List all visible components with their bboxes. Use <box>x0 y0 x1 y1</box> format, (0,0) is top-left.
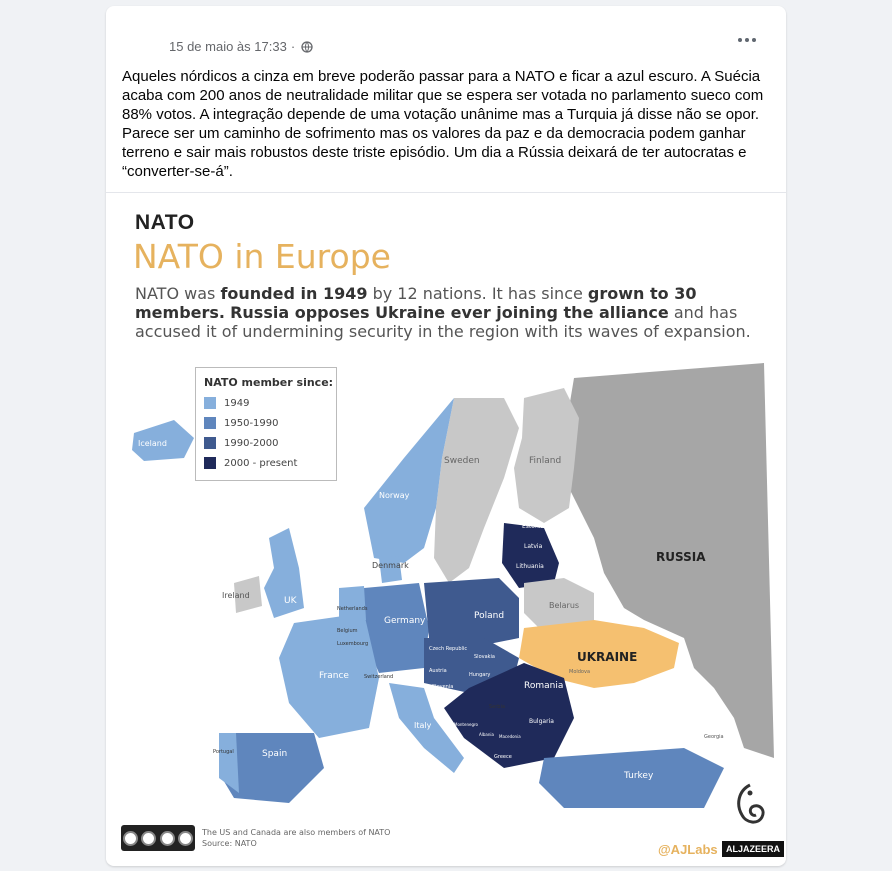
legend-item <box>204 437 336 449</box>
infographic-footnote <box>202 827 390 849</box>
meta-separator: · <box>290 39 296 54</box>
legend-item <box>204 397 336 409</box>
legend-label: 1950-1990 <box>224 417 279 429</box>
legend-swatch <box>204 437 216 449</box>
label-montenegro: Montenegro <box>454 722 479 727</box>
label-turkey: Turkey <box>624 771 654 781</box>
legend-label: 2000 - present <box>224 457 298 469</box>
label-ukraine: UKRAINE <box>577 650 638 664</box>
label-moldova: Moldova <box>569 669 591 675</box>
label-ireland: Ireland <box>222 591 250 600</box>
infographic-image[interactable] <box>106 192 786 863</box>
map-legend <box>195 367 337 481</box>
footnote-source: Source: NATO <box>202 839 257 848</box>
legend-item <box>204 417 336 429</box>
label-spain: Spain <box>262 749 288 759</box>
label-uk: UK <box>284 596 297 606</box>
facebook-post <box>106 6 786 866</box>
label-lithuania: Lithuania <box>516 563 544 570</box>
label-albania: Albania <box>479 732 494 737</box>
label-hungary: Hungary <box>469 672 491 678</box>
post-meta <box>169 39 313 54</box>
label-belgium: Belgium <box>337 628 358 634</box>
legend-label: 1949 <box>224 397 250 409</box>
legend-swatch <box>204 397 216 409</box>
post-caption: Aqueles nórdicos a cinza em breve poderão passar para a NATO e ficar a azul escuro. A Suécia acaba com 200 anos de neutralidade militar que se espera ser votada no parlamento sueco com 88% votos. A integração depende de uma votação unânime mas a Turquia já disse não se opor. Parece ser um caminho de sofrimento mas os valores da paz e da democracia podem ganhar terreno e sair mais robustos deste triste episódio. Um dia a Rússia deixará de ter autocratas e “converter-se-á”. <box>122 68 764 180</box>
label-finland: Finland <box>529 456 562 466</box>
label-greece: Greece <box>494 754 512 760</box>
label-serbia: Serbia <box>489 704 505 710</box>
label-denmark: Denmark <box>372 561 409 570</box>
label-norway: Norway <box>379 491 410 500</box>
footnote-members: The US and Canada are also members of NATO <box>202 828 391 837</box>
label-austria: Austria <box>429 668 447 674</box>
baltics-region <box>502 523 559 588</box>
label-netherlands: Netherlands <box>337 606 368 612</box>
label-germany: Germany <box>384 616 426 626</box>
label-luxembourg: Luxembourg <box>337 641 369 647</box>
label-russia: RUSSIA <box>656 550 706 564</box>
label-croatia: Croatia <box>437 692 455 698</box>
label-italy: Italy <box>414 721 432 730</box>
label-georgia: Georgia <box>704 734 724 740</box>
aljazeera-wordmark: ALJAZEERA <box>722 841 784 857</box>
label-sweden: Sweden <box>444 456 480 466</box>
post-timestamp[interactable]: 15 de maio às 17:33 <box>169 39 287 54</box>
label-bulgaria: Bulgaria <box>529 718 554 725</box>
label-romania: Romania <box>524 681 564 691</box>
label-slovakia: Slovakia <box>474 654 495 660</box>
legend-swatch <box>204 417 216 429</box>
legend-label: 1990-2000 <box>224 437 279 449</box>
legend-title: NATO member since: <box>204 376 334 389</box>
ajlabs-handle: @AJLabs <box>658 842 718 857</box>
aljazeera-logo-icon <box>728 781 772 835</box>
infographic-subtitle: NATO was founded in 1949 by 12 nations. It has since grown to 30 members. Russia opposes Ukraine ever joining the alliance and has accused it of undermining security in the region with its waves of expansion. <box>135 284 751 341</box>
legend-item <box>204 457 336 469</box>
more-options-icon[interactable] <box>738 32 762 48</box>
infographic-title: NATO in Europe <box>133 237 391 276</box>
label-slovenia: Slovenia <box>432 684 454 690</box>
nato-brand: NATO <box>135 211 195 234</box>
label-latvia: Latvia <box>524 543 543 550</box>
label-estonia: Estonia <box>522 523 545 530</box>
label-czech: Czech Republic <box>429 646 468 652</box>
creative-commons-icon <box>121 825 195 851</box>
globe-icon[interactable] <box>301 41 313 53</box>
label-iceland: Iceland <box>138 439 167 448</box>
portugal-region <box>219 733 239 793</box>
poland-region <box>424 578 519 648</box>
label-macedonia: Macedonia <box>499 734 521 739</box>
label-switzerland: Switzerland <box>364 674 394 680</box>
label-france: France <box>319 671 349 681</box>
label-belarus: Belarus <box>549 601 580 610</box>
legend-swatch <box>204 457 216 469</box>
label-portugal: Portugal <box>213 749 234 755</box>
label-poland: Poland <box>474 611 505 621</box>
benelux-region <box>339 586 366 620</box>
